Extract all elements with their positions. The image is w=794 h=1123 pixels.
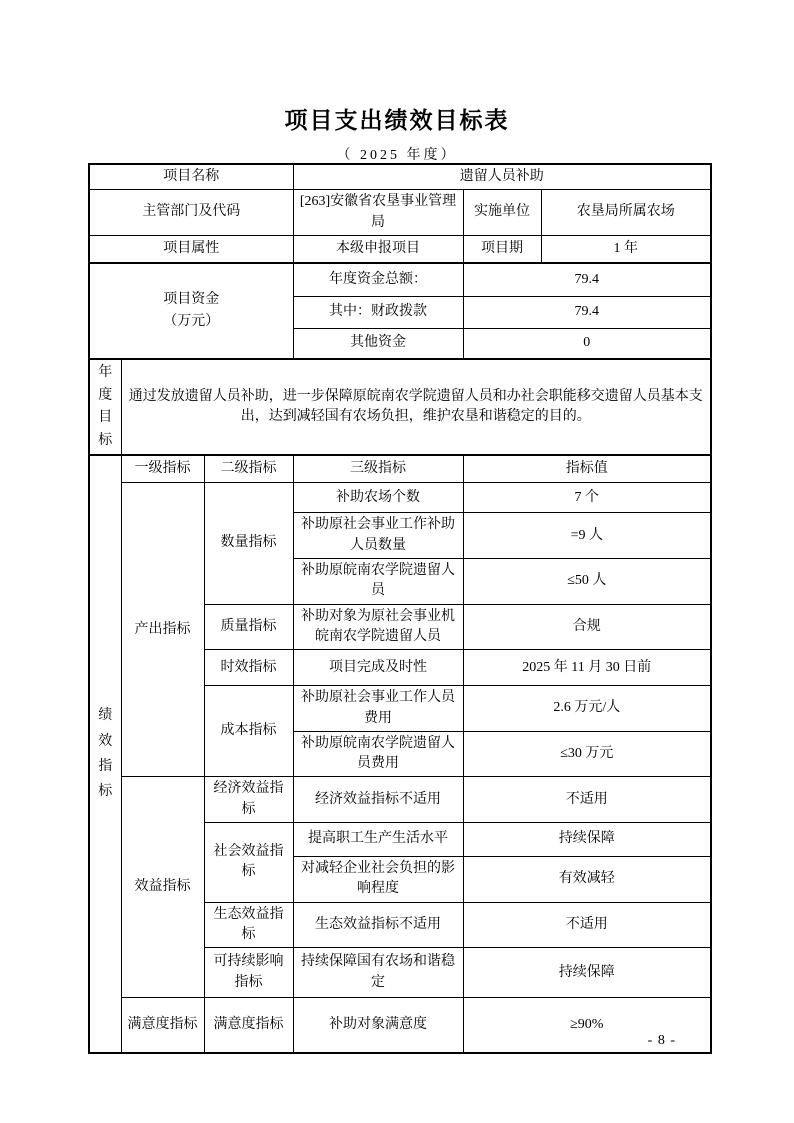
indicator-value-cell: 不适用 <box>463 902 711 948</box>
header-level3-cell: 三级指标 <box>293 455 463 483</box>
performance-target-table <box>88 163 712 1054</box>
indicator-value-cell: ≤30 万元 <box>463 731 711 777</box>
indicator-level2-cell: 质量指标 <box>204 604 293 650</box>
indicator-level3-cell: 补助原皖南农学院遗留人员费用 <box>293 731 463 777</box>
project-attr-label-cell: 项目属性 <box>89 235 293 263</box>
indicator-level3-cell: 补助对象为原社会事业机皖南农学院遗留人员 <box>293 604 463 650</box>
indicator-level1-cell: 产出指标 <box>121 483 204 777</box>
indicator-level3-cell: 补助农场个数 <box>293 483 463 513</box>
indicator-level2-cell: 数量指标 <box>204 483 293 604</box>
funds-fiscal-label-cell: 其中：财政拨款 <box>293 296 463 328</box>
indicator-level3-cell: 项目完成及时性 <box>293 650 463 686</box>
page-title: 项目支出绩效目标表 <box>284 108 510 134</box>
indicator-value-cell: ≤50 人 <box>463 559 711 605</box>
header-level2-cell: 二级指标 <box>204 455 293 483</box>
indicator-value-cell: 持续保障 <box>463 823 711 857</box>
indicator-level3-cell: 持续保障国有农场和谐稳定 <box>293 948 463 998</box>
project-name-value-cell: 遗留人员补助 <box>293 164 711 190</box>
annual-goal-label-line2: 目标 <box>98 410 113 448</box>
page-subtitle: （ 2025 年度） <box>336 148 458 163</box>
annual-goal-label-cell <box>89 359 121 455</box>
indicator-level3-cell: 经济效益指标不适用 <box>293 777 463 823</box>
table-row <box>89 190 711 236</box>
indicator-value-cell: 7 个 <box>463 483 711 513</box>
indicator-level2-cell: 生态效益指标 <box>204 902 293 948</box>
indicator-value-cell: 合规 <box>463 604 711 650</box>
funds-total-label-cell: 年度资金总额： <box>293 263 463 296</box>
indicator-level1-cell: 效益指标 <box>121 777 204 998</box>
perf-side-label: 绩效指标 <box>98 708 113 800</box>
funds-label-line1: 项目资金 <box>163 292 220 307</box>
indicator-level2-cell: 满意度指标 <box>204 998 293 1053</box>
funds-fiscal-value-cell: 79.4 <box>463 296 711 328</box>
indicator-level3-cell: 补助原皖南农学院遗留人员 <box>293 559 463 605</box>
indicator-level2-cell: 成本指标 <box>204 686 293 777</box>
indicator-level2-cell: 经济效益指标 <box>204 777 293 823</box>
funds-other-value-cell: 0 <box>463 328 711 359</box>
indicator-level3-cell: 提高职工生产生活水平 <box>293 823 463 857</box>
table-row <box>89 263 711 296</box>
project-name-label-cell: 项目名称 <box>89 164 293 190</box>
funds-other-label-cell: 其他资金 <box>293 328 463 359</box>
indicator-level3-cell: 补助原社会事业工作补助人员数量 <box>293 513 463 559</box>
page-number: - 8 - <box>647 1033 676 1048</box>
indicator-level3-cell: 补助原社会事业工作人员费用 <box>293 686 463 732</box>
impl-unit-label-cell: 实施单位 <box>463 190 541 236</box>
funds-total-value-cell: 79.4 <box>463 263 711 296</box>
indicator-level1-cell: 满意度指标 <box>121 998 204 1053</box>
indicator-level2-cell: 时效指标 <box>204 650 293 686</box>
table-row <box>89 164 711 190</box>
table-row <box>89 359 711 455</box>
indicator-level2-cell: 社会效益指标 <box>204 823 293 903</box>
project-period-value-cell: 1 年 <box>541 235 711 263</box>
indicator-level2-cell: 可持续影响指标 <box>204 948 293 998</box>
indicator-value-cell: 持续保障 <box>463 948 711 998</box>
project-period-label-cell: 项目期 <box>463 235 541 263</box>
dept-label-cell: 主管部门及代码 <box>89 190 293 236</box>
table-row <box>89 483 711 513</box>
header-value-cell: 指标值 <box>463 455 711 483</box>
perf-side-label-cell <box>89 455 121 1053</box>
dept-value-cell: [263]安徽省农垦事业管理局 <box>293 190 463 236</box>
indicator-level3-cell: 生态效益指标不适用 <box>293 902 463 948</box>
table-row <box>89 235 711 263</box>
funds-label-cell <box>89 263 293 359</box>
indicator-value-cell: 2.6 万元/人 <box>463 686 711 732</box>
indicator-value-cell: ≥90% <box>463 998 711 1053</box>
indicator-value-cell: 2025 年 11 月 30 日前 <box>463 650 711 686</box>
indicator-value-cell: 有效减轻 <box>463 857 711 903</box>
indicator-level3-cell: 对减轻企业社会负担的影响程度 <box>293 857 463 903</box>
indicator-value-cell: 不适用 <box>463 777 711 823</box>
header-level1-cell: 一级指标 <box>121 455 204 483</box>
funds-label-line2: （万元） <box>163 314 220 330</box>
annual-goal-text-cell: 通过发放遗留人员补助，进一步保障原皖南农学院遗留人员和办社会职能移交遗留人员基本支出，达到减轻国有农场负担，维护农垦和谐稳定的目的。 <box>121 359 711 455</box>
indicator-level3-cell: 补助对象满意度 <box>293 998 463 1053</box>
impl-unit-value-cell: 农垦局所属农场 <box>541 190 711 236</box>
table-row <box>89 777 711 823</box>
project-attr-value-cell: 本级申报项目 <box>293 235 463 263</box>
table-row <box>89 455 711 483</box>
annual-goal-label-line1: 年度 <box>98 365 113 403</box>
indicator-value-cell: =9 人 <box>463 513 711 559</box>
